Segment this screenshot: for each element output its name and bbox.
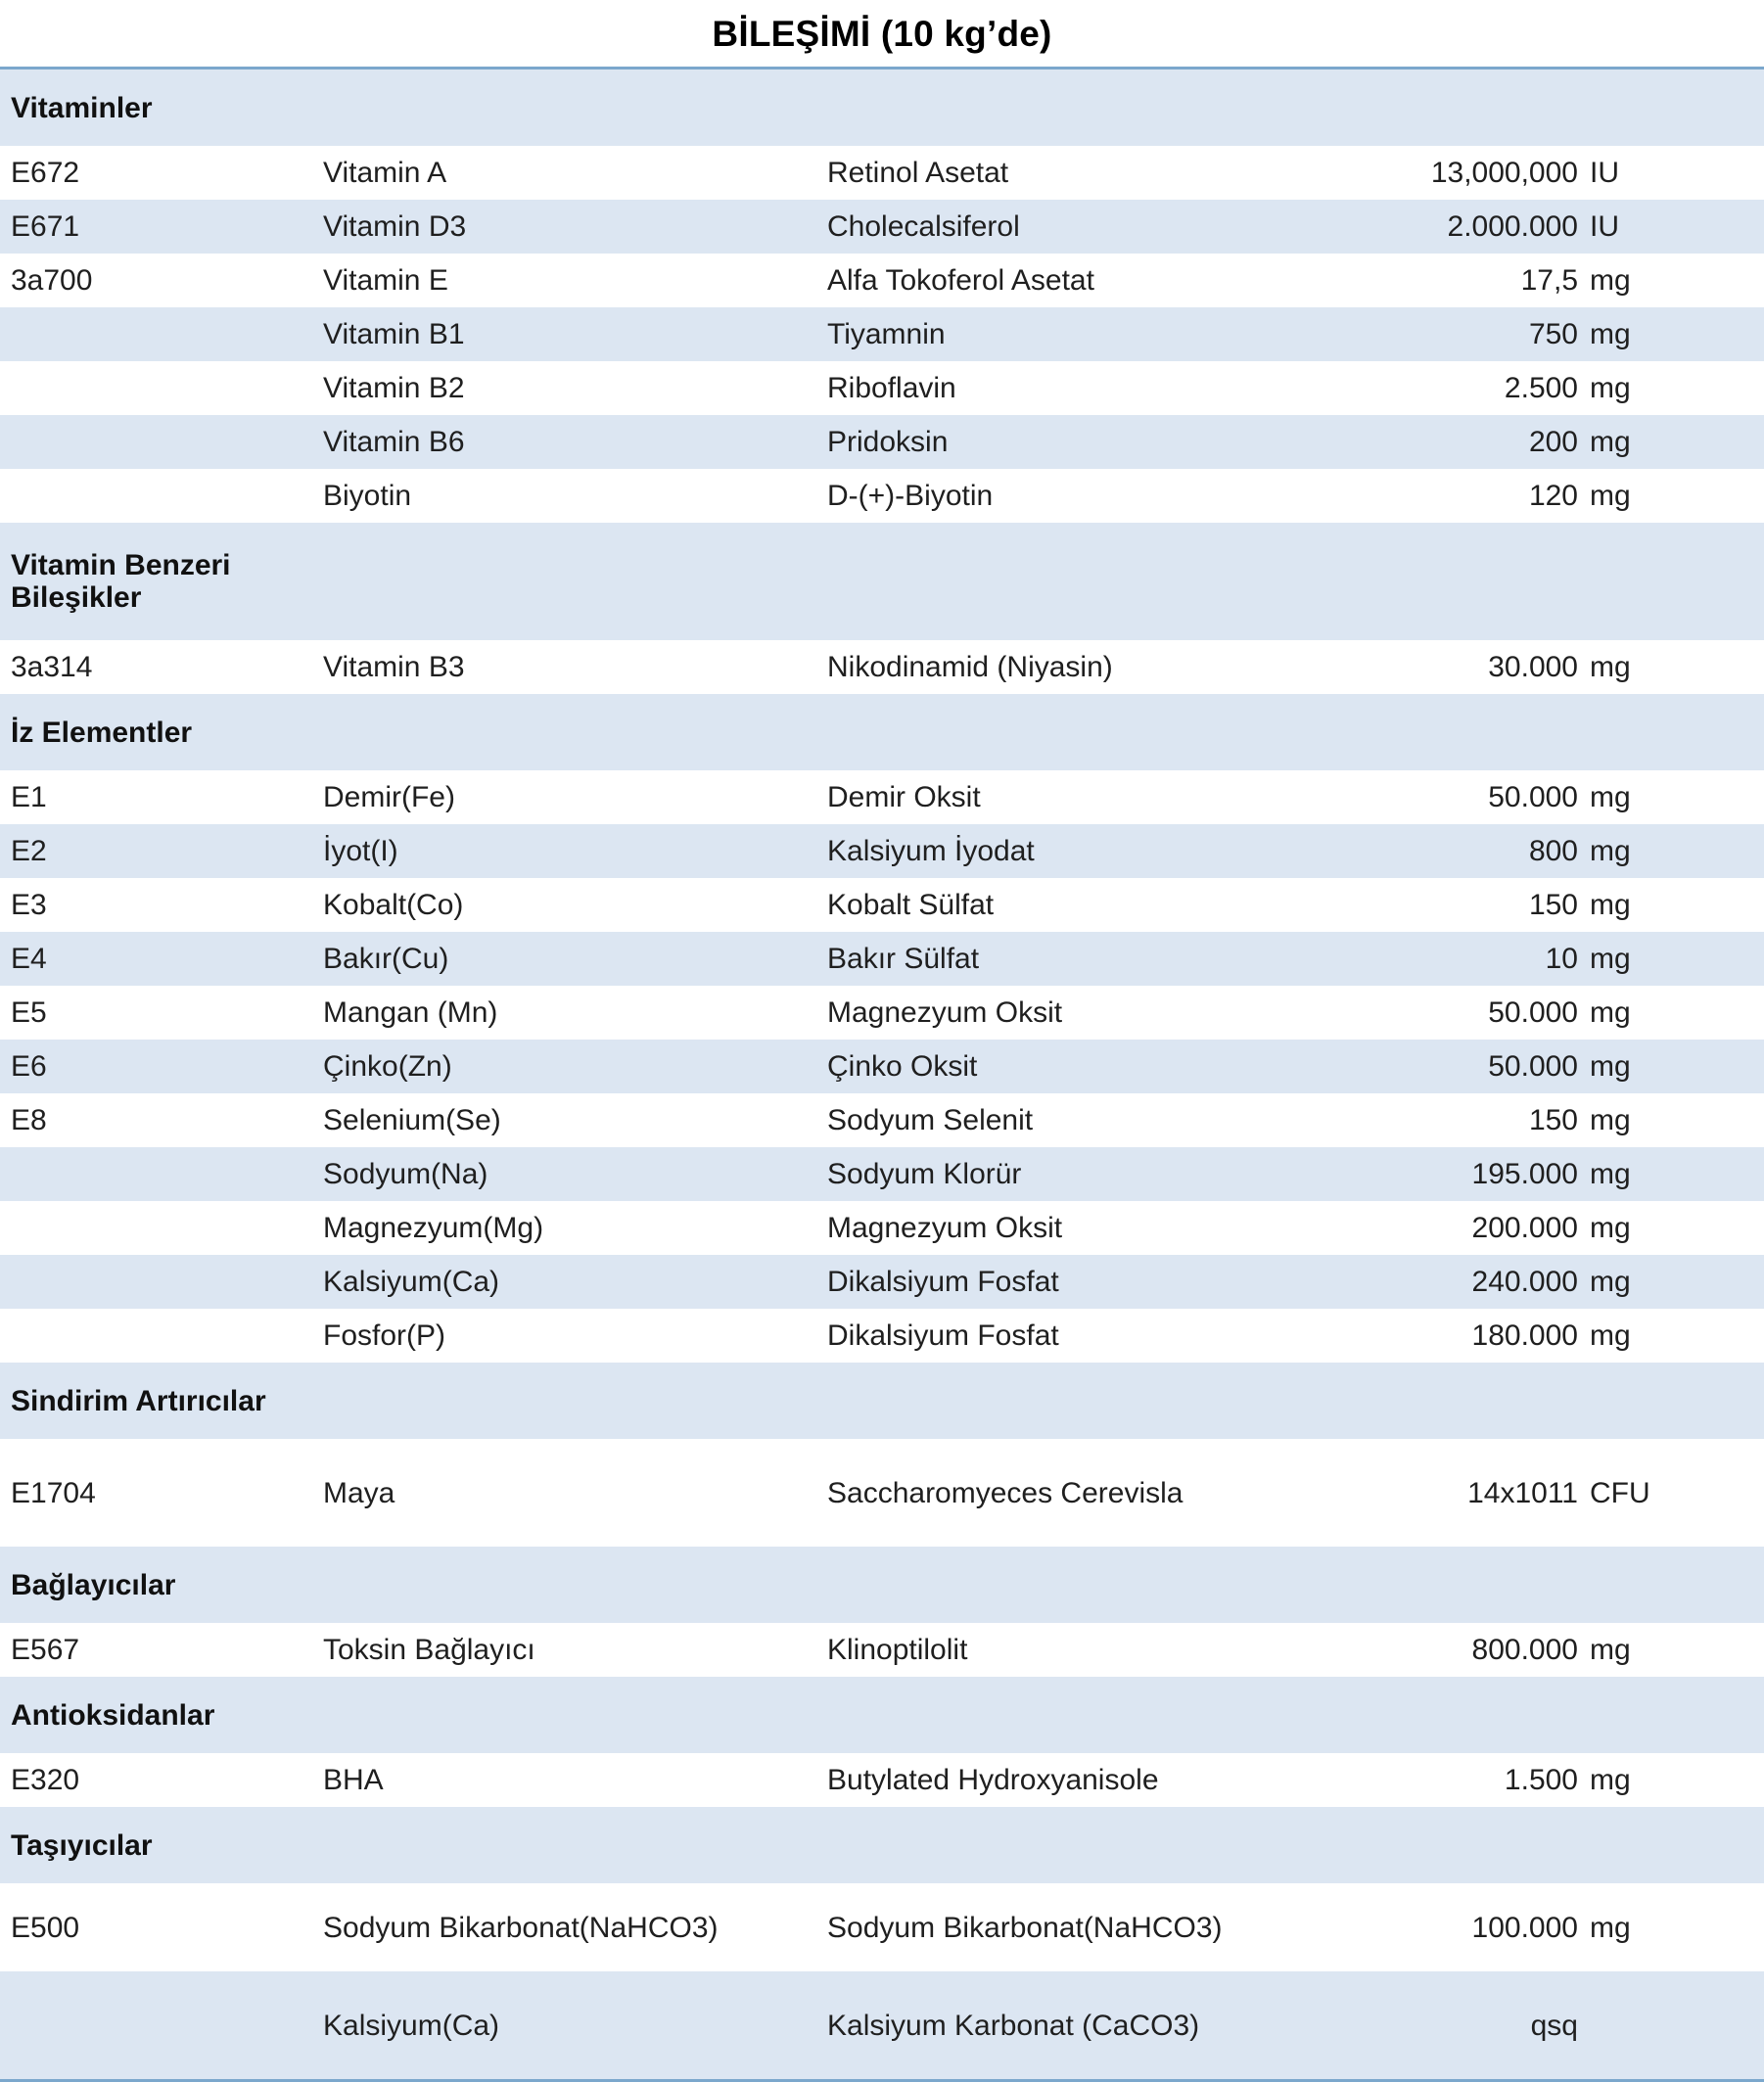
page-title: BİLEŞİMİ (10 kg’de) [712,13,1052,54]
cell-name: Magnezyum(Mg) [323,1201,827,1255]
cell-name: Vitamin B2 [323,361,827,415]
section-header-label: Sindirim Artırıcılar [0,1363,1764,1439]
table-row [0,146,1764,200]
cell-source: Bakır Sülfat [827,932,1415,986]
section-header-line: Vitamin Benzeri [11,549,231,581]
cell-unit: IU [1578,200,1764,254]
cell-value: 14x1011 [1415,1439,1578,1547]
cell-source: Demir Oksit [827,770,1415,824]
cell-unit: mg [1578,986,1764,1040]
cell-unit: mg [1578,824,1764,878]
cell-source: Sodyum Bikarbonat(NaHCO3) [827,1883,1415,1971]
section-header-label: Vitaminler [0,69,1764,147]
section-header-label [0,523,1764,640]
cell-value: 180.000 [1415,1309,1578,1363]
section-header-label: Taşıyıcılar [0,1807,1764,1883]
section-header-row [0,694,1764,770]
cell-value: 195.000 [1415,1147,1578,1201]
cell-name: Vitamin D3 [323,200,827,254]
cell-name: BHA [323,1753,827,1807]
cell-name: Sodyum(Na) [323,1147,827,1201]
table-row [0,1439,1764,1547]
cell-name: Kalsiyum(Ca) [323,1255,827,1309]
cell-source: Kalsiyum İyodat [827,824,1415,878]
cell-code: E4 [0,932,323,986]
cell-unit: mg [1578,770,1764,824]
cell-name: Toksin Bağlayıcı [323,1623,827,1677]
section-header-row [0,1547,1764,1623]
cell-source: Saccharomyeces Cerevisla [827,1439,1415,1547]
cell-name: Maya [323,1439,827,1547]
cell-name: Vitamin B3 [323,640,827,694]
cell-source: Kalsiyum Karbonat (CaCO3) [827,1971,1415,2081]
cell-code: E8 [0,1093,323,1147]
table-row [0,770,1764,824]
cell-value: 50.000 [1415,986,1578,1040]
cell-name: Sodyum Bikarbonat(NaHCO3) [323,1883,827,1971]
cell-source: Pridoksin [827,415,1415,469]
cell-code [0,1255,323,1309]
cell-source: Kobalt Sülfat [827,878,1415,932]
cell-name: Vitamin B6 [323,415,827,469]
table-row [0,932,1764,986]
cell-code [0,307,323,361]
cell-unit: mg [1578,1040,1764,1093]
cell-unit: mg [1578,1255,1764,1309]
table-row [0,415,1764,469]
cell-value: 2.500 [1415,361,1578,415]
cell-name: Kobalt(Co) [323,878,827,932]
section-header-row [0,523,1764,640]
cell-code [0,469,323,523]
cell-value: 50.000 [1415,1040,1578,1093]
cell-unit: mg [1578,1753,1764,1807]
cell-unit: mg [1578,1201,1764,1255]
cell-source: Sodyum Klorür [827,1147,1415,1201]
section-header-row [0,1363,1764,1439]
cell-unit: mg [1578,415,1764,469]
cell-code [0,415,323,469]
cell-code: E671 [0,200,323,254]
table-row [0,1623,1764,1677]
section-header-label: Antioksidanlar [0,1677,1764,1753]
cell-code [0,1971,323,2081]
cell-code: E5 [0,986,323,1040]
cell-value: 800.000 [1415,1623,1578,1677]
cell-unit: mg [1578,878,1764,932]
cell-value: 750 [1415,307,1578,361]
cell-name: Selenium(Se) [323,1093,827,1147]
cell-source: Alfa Tokoferol Asetat [827,254,1415,307]
table-row [0,824,1764,878]
cell-name: Vitamin E [323,254,827,307]
cell-unit: mg [1578,307,1764,361]
cell-source: Magnezyum Oksit [827,986,1415,1040]
cell-value: 13,000,000 [1415,146,1578,200]
cell-unit: mg [1578,469,1764,523]
table-row [0,1093,1764,1147]
cell-unit: mg [1578,1093,1764,1147]
cell-value: 150 [1415,878,1578,932]
cell-value: 2.000.000 [1415,200,1578,254]
table-row [0,878,1764,932]
cell-code [0,1309,323,1363]
table-row [0,1309,1764,1363]
cell-value: 50.000 [1415,770,1578,824]
table-row [0,254,1764,307]
section-header-label: Bağlayıcılar [0,1547,1764,1623]
cell-value: 800 [1415,824,1578,878]
cell-code: E2 [0,824,323,878]
cell-source: Dikalsiyum Fosfat [827,1309,1415,1363]
cell-code: 3a700 [0,254,323,307]
cell-name: Vitamin A [323,146,827,200]
table-row [0,640,1764,694]
cell-value: 10 [1415,932,1578,986]
cell-source: D-(+)-Biyotin [827,469,1415,523]
cell-source: Cholecalsiferol [827,200,1415,254]
cell-value: 30.000 [1415,640,1578,694]
table-row [0,1753,1764,1807]
table-row [0,1883,1764,1971]
section-header-row [0,1677,1764,1753]
cell-value: 17,5 [1415,254,1578,307]
table-row [0,1255,1764,1309]
cell-unit: mg [1578,1309,1764,1363]
cell-name: İyot(I) [323,824,827,878]
cell-unit: CFU [1578,1439,1764,1547]
cell-unit: IU [1578,146,1764,200]
cell-unit: mg [1578,1883,1764,1971]
cell-code: E6 [0,1040,323,1093]
cell-name: Biyotin [323,469,827,523]
table-row [0,1147,1764,1201]
cell-source: Dikalsiyum Fosfat [827,1255,1415,1309]
section-header-row [0,1807,1764,1883]
cell-unit: mg [1578,361,1764,415]
cell-source: Çinko Oksit [827,1040,1415,1093]
table-row [0,469,1764,523]
section-header-label: İz Elementler [0,694,1764,770]
cell-value: 200 [1415,415,1578,469]
cell-code: E1 [0,770,323,824]
cell-code: E320 [0,1753,323,1807]
cell-code [0,1201,323,1255]
cell-name: Demir(Fe) [323,770,827,824]
cell-source: Riboflavin [827,361,1415,415]
cell-unit [1578,1971,1764,2081]
cell-value: 120 [1415,469,1578,523]
cell-value: qsq [1415,1971,1578,2081]
cell-value: 200.000 [1415,1201,1578,1255]
section-header-row [0,69,1764,147]
section-header-line: Bileşikler [11,581,142,614]
cell-code: 3a314 [0,640,323,694]
cell-name: Vitamin B1 [323,307,827,361]
cell-name: Kalsiyum(Ca) [323,1971,827,2081]
table-row [0,1040,1764,1093]
table-row [0,1201,1764,1255]
table-row [0,986,1764,1040]
cell-unit: mg [1578,1147,1764,1201]
cell-value: 1.500 [1415,1753,1578,1807]
cell-unit: mg [1578,640,1764,694]
table-row [0,1971,1764,2081]
cell-code: E3 [0,878,323,932]
cell-code: E1704 [0,1439,323,1547]
cell-source: Tiyamnin [827,307,1415,361]
table-row [0,307,1764,361]
cell-name: Bakır(Cu) [323,932,827,986]
cell-unit: mg [1578,932,1764,986]
cell-unit: mg [1578,1623,1764,1677]
cell-source: Klinoptilolit [827,1623,1415,1677]
cell-value: 100.000 [1415,1883,1578,1971]
title-bar [0,0,1764,67]
composition-table [0,67,1764,2082]
cell-value: 150 [1415,1093,1578,1147]
cell-unit: mg [1578,254,1764,307]
table-row [0,200,1764,254]
cell-name: Mangan (Mn) [323,986,827,1040]
cell-name: Fosfor(P) [323,1309,827,1363]
cell-code: E672 [0,146,323,200]
composition-table-body [0,69,1764,2081]
cell-value: 240.000 [1415,1255,1578,1309]
cell-source: Sodyum Selenit [827,1093,1415,1147]
cell-code: E500 [0,1883,323,1971]
table-row [0,361,1764,415]
cell-name: Çinko(Zn) [323,1040,827,1093]
cell-source: Nikodinamid (Niyasin) [827,640,1415,694]
cell-code: E567 [0,1623,323,1677]
cell-code [0,1147,323,1201]
cell-source: Butylated Hydroxyanisole [827,1753,1415,1807]
cell-source: Retinol Asetat [827,146,1415,200]
cell-code [0,361,323,415]
cell-source: Magnezyum Oksit [827,1201,1415,1255]
